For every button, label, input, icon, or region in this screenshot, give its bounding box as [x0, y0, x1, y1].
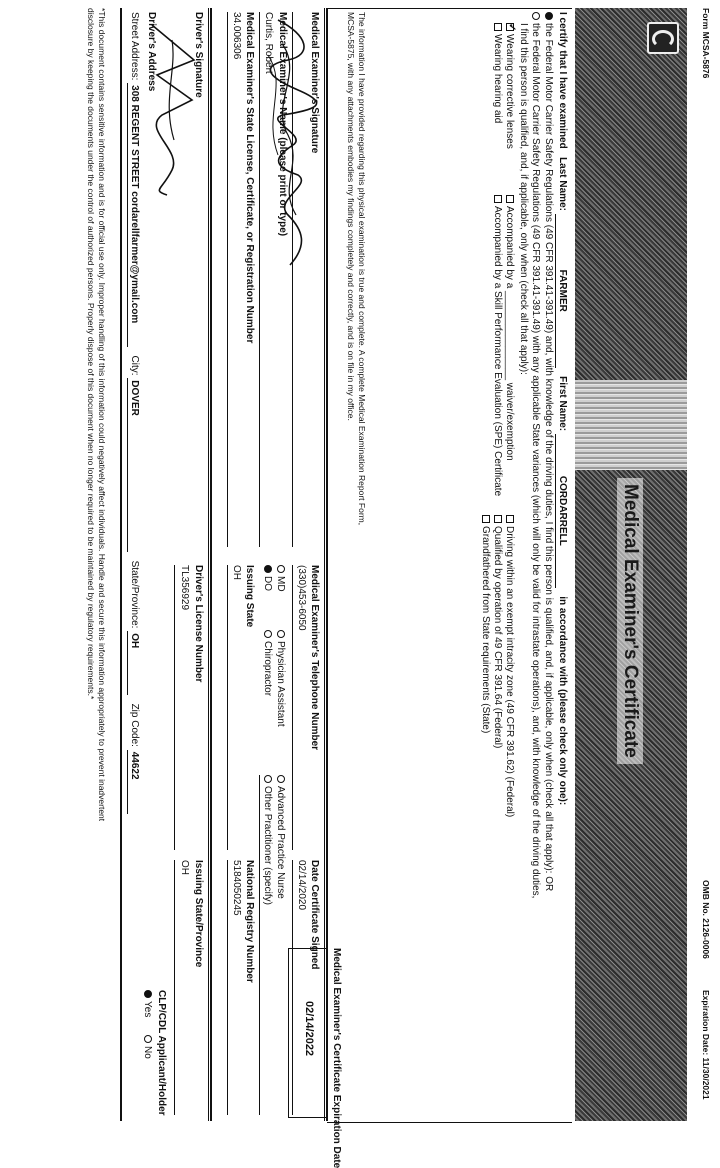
- condition-corrective-lenses[interactable]: ✓Wearing corrective lenses: [503, 23, 515, 149]
- field-underline: [292, 565, 293, 850]
- expiration-box: [288, 948, 328, 1118]
- divider: [121, 8, 123, 1121]
- condition-391-64[interactable]: Qualified by operation of 49 CFR 391.64 (Federal): [491, 515, 503, 748]
- radio-other-icon[interactable]: [264, 775, 272, 783]
- field-underline: [292, 12, 293, 547]
- state-value: OH: [127, 631, 140, 695]
- examiner-license-value: 34.006306: [231, 12, 242, 60]
- city-value: DOVER: [127, 378, 140, 552]
- condition-grandfathered[interactable]: Grandfathered from State requirements (State): [479, 515, 491, 733]
- examiner-license-label: Medical Examiner's State License, Certificate, or Registration Number: [244, 12, 255, 344]
- issuing-state-value: OH: [231, 565, 242, 580]
- condition-spe[interactable]: Accompanied by a Skill Performance Evaluation (SPE) Certificate: [491, 195, 503, 496]
- divider: [324, 8, 325, 1121]
- street-value: 308 REGENT STREET cordarellfarmer@ymail.com: [127, 83, 140, 347]
- banner-highlight: [575, 380, 687, 470]
- field-underline: [174, 565, 175, 850]
- cred-apn[interactable]: Advanced Practice Nurse: [274, 775, 286, 899]
- examiner-signature-label: Medical Examiner's Signature: [309, 12, 320, 154]
- expiration-label: Medical Examiner's Certificate Expiration Date: [331, 948, 342, 1168]
- form-id: Form MCSA-5876: [701, 8, 711, 79]
- field-underline: [174, 860, 175, 1115]
- field-underline: [227, 860, 228, 1115]
- certify-intro: I certify that I have examined Last Name: FARMER First Name: CORDARRELL in accordance with (please check only one):: [557, 12, 568, 806]
- expiration-date-header: Expiration Date: 11/30/2021: [701, 990, 711, 1100]
- privacy-notice-line-2: disclosure by keeping the documents under the control of authorized persons. Properly dispose of this document when no longer required to be maintained by regulatory requirements.*: [86, 8, 96, 700]
- omb-number: OMB No. 2126-0006: [701, 880, 711, 959]
- radio-federal-icon[interactable]: [545, 12, 553, 20]
- examiner-name-label: Medical Examiner's Name (please print or type): [277, 12, 288, 237]
- field-underline: [227, 12, 228, 547]
- option-federal[interactable]: the Federal Motor Carrier Safety Regulations (49 CFR 391.41-391.49) and, with knowledge of the driving duties, I find this person is qualified, and, if applicable, only when (check all that apply): OR: [542, 12, 554, 891]
- option-state-variance[interactable]: the Federal Motor Carrier Safety Regulations (49 CFR 391.41-391.49) with any applicable State variances (which will only be valid for intrastate operations), and, with knowledge of the driving duties,: [529, 12, 541, 898]
- driver-license-label: Driver's License Number: [193, 565, 204, 683]
- examiner-name-value: Curtis, Robert: [263, 12, 274, 74]
- issuing-state-label: Issuing State: [244, 565, 255, 628]
- checkbox-grandfathered-icon[interactable]: [482, 515, 490, 523]
- date-signed-label: Date Certificate Signed: [309, 860, 320, 970]
- radio-no-icon[interactable]: [144, 1035, 152, 1043]
- driver-signature-label: Driver's Signature: [193, 12, 204, 98]
- radio-state-icon[interactable]: [532, 12, 540, 20]
- condition-hearing-aid[interactable]: Wearing hearing aid: [491, 23, 503, 123]
- driver-license-value: TL356929: [179, 565, 190, 611]
- condition-intracity[interactable]: Driving within an exempt intracity zone (49 CFR 391.62) (Federal): [503, 515, 515, 817]
- date-signed-value: 02/14/2020: [296, 860, 307, 911]
- field-underline: [259, 12, 260, 547]
- radio-apn-icon[interactable]: [277, 775, 285, 783]
- checkbox-intracity-icon[interactable]: [506, 515, 514, 523]
- driver-issuing-value: OH: [179, 860, 190, 875]
- divider: [211, 8, 213, 1121]
- first-name-value: CORDARRELL: [555, 434, 568, 588]
- checkbox-waiver-icon[interactable]: [506, 195, 514, 203]
- radio-do-icon[interactable]: [264, 565, 272, 573]
- clp-label: CLP/CDL Applicant/Holder: [156, 990, 167, 1116]
- attestation-line-1: The information I have provided regarding this physical examination is true and complete. A complete Medical Examination Report Form,: [357, 12, 367, 526]
- divider: [327, 8, 329, 1121]
- radio-chiro-icon[interactable]: [264, 630, 272, 638]
- checkbox-hearing-icon[interactable]: [494, 23, 502, 31]
- header-banner: [575, 8, 687, 1121]
- checkbox-spe-icon[interactable]: [494, 195, 502, 203]
- option-state-variance-cont: I find this person is qualified, and, if applicable, only when (check all that apply):: [518, 23, 529, 375]
- radio-yes-icon[interactable]: [144, 990, 152, 998]
- expiration-value: 02/14/2022: [303, 1001, 315, 1057]
- cred-do[interactable]: DO: [261, 565, 273, 591]
- field-underline: [227, 565, 228, 850]
- registry-value: 5184050245: [231, 860, 242, 916]
- clp-no[interactable]: No: [141, 1035, 153, 1059]
- privacy-notice-line-1: *This document contains sensitive information and is for official use only. Improper handling of this information could negatively affect individuals. Handle and secure this information appropriately to prevent inadvertent: [97, 8, 107, 822]
- dot-logo-icon: [647, 22, 679, 54]
- radio-md-icon[interactable]: [277, 565, 285, 573]
- cred-chiro[interactable]: Chiropractor: [261, 630, 273, 696]
- driver-address-label: Driver's Address: [146, 12, 157, 92]
- checkbox-391-icon[interactable]: [494, 515, 502, 523]
- driver-issuing-label: Issuing State/Province: [193, 860, 204, 968]
- cred-other[interactable]: Other Practitioner (specify): [261, 775, 273, 905]
- cred-pa[interactable]: Physician Assistant: [274, 630, 286, 727]
- checkbox-lenses-icon[interactable]: [506, 23, 514, 31]
- field-underline: [259, 775, 260, 1115]
- attestation-line-2: MCSA-5875, with any attachments embodies my findings completely and correctly, and is on file in my office.: [346, 12, 356, 421]
- cred-md[interactable]: MD: [274, 565, 286, 592]
- page-title: Medical Examiner's Certificate: [617, 478, 643, 764]
- examiner-phone-label: Medical Examiner's Telephone Number: [309, 565, 320, 751]
- divider: [208, 8, 209, 1121]
- zip-value: 44622: [127, 750, 140, 814]
- last-name-value: FARMER: [555, 214, 568, 368]
- registry-label: National Registry Number: [244, 860, 255, 983]
- examiner-phone-value: (330)453-6050: [296, 565, 307, 631]
- driver-address-row: Street Address: 308 REGENT STREET cordarellfarmer@ymail.com City: DOVER State/Province: OH Zip Code: 44622: [127, 12, 140, 814]
- condition-waiver[interactable]: Accompanied by a ________________ waiver/exemption: [503, 195, 515, 461]
- field-underline: [292, 860, 293, 1115]
- radio-pa-icon[interactable]: [277, 630, 285, 638]
- clp-yes[interactable]: Yes: [141, 990, 153, 1017]
